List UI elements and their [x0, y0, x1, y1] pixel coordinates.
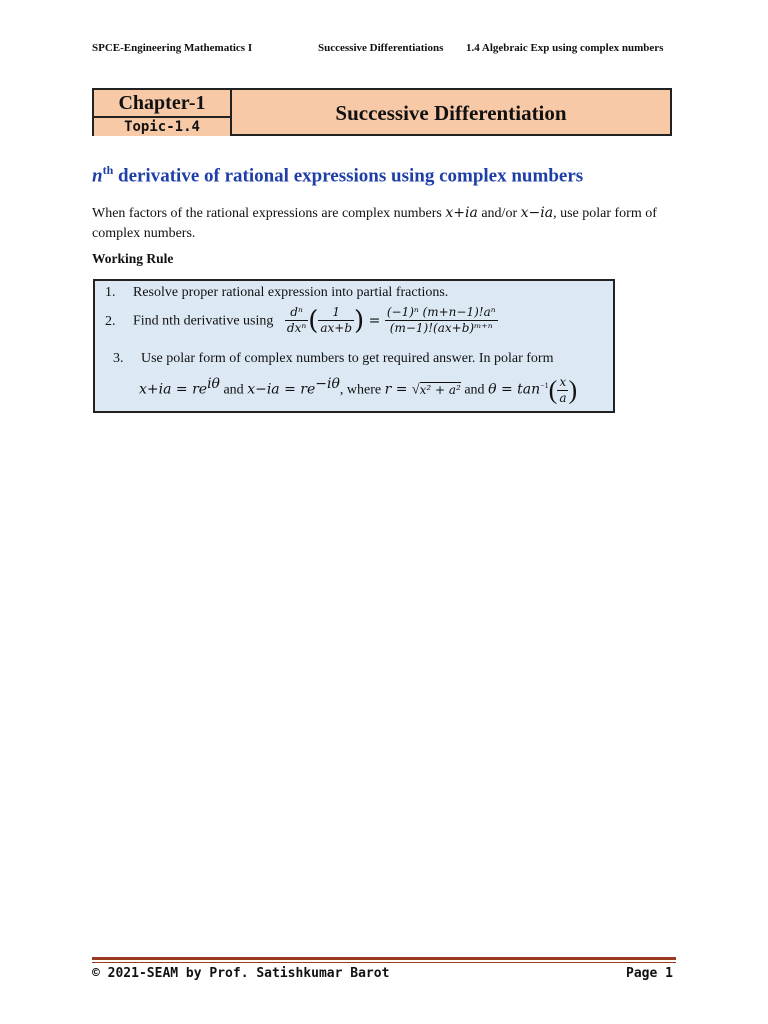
- intro-expr-minus: x−ia: [520, 205, 554, 221]
- polar-form-line: $x+ia = re^{i\theta}$ and $x-ia = re^{-i\theta}$, where r = √x² + a² and $\theta = \tan^{-1}$( $\frac{x}{a}$ ): [139, 375, 578, 405]
- page-number: Page 1: [626, 966, 673, 981]
- intro-text-2: and/or: [477, 206, 521, 221]
- derivative-operator: $\frac{\text{dⁿ}}{\text{dxⁿ}}$: [286, 305, 307, 335]
- polar-minus: x−ia = re: [247, 381, 316, 398]
- footer-copyright: © 2021-SEAM by Prof. Satishkumar Barot: [92, 966, 390, 981]
- step-3-number: 3.: [113, 351, 124, 366]
- nth-derivative-formula: $\frac{\text{dⁿ}}{\text{dxⁿ}}$ ( $\frac{1}{ax+b}$ ) = $\frac{\text{(−1)ⁿ (m+n−1)!aⁿ}}{\text{(m−1)!(ax+b)ᵐ⁺ⁿ}}$: [286, 305, 496, 336]
- section-title-text: derivative of rational expressions using complex numbers: [113, 165, 584, 187]
- argument-expr: θ = tan: [488, 381, 541, 398]
- step-1-text: Resolve proper rational expression into partial fractions.: [133, 285, 449, 300]
- running-header-chapter: Successive Differentiations: [318, 42, 444, 54]
- intro-text-1: When factors of the rational expressions are complex numbers: [92, 206, 446, 221]
- running-header-course: SPCE-Engineering Mathematics I: [92, 42, 253, 54]
- step-2-text: Find nth derivative using: [133, 313, 274, 329]
- equals-sign: =: [368, 312, 381, 329]
- chapter-number: Chapter-1: [94, 90, 230, 118]
- topic-number: Topic-1.4: [94, 118, 230, 136]
- intro-text-3: , use polar form of complex numbers.: [92, 206, 657, 241]
- step-3: [113, 351, 554, 367]
- chapter-banner: [92, 88, 672, 136]
- polar-plus: x+ia = re: [139, 381, 208, 398]
- working-rule-box: [93, 279, 615, 413]
- result-fraction: $\frac{\text{(−1)ⁿ (m+n−1)!aⁿ}}{\text{(m−1)!(ax+b)ᵐ⁺ⁿ}}$: [386, 305, 496, 335]
- inner-fraction: $\frac{1}{ax+b}$: [320, 305, 353, 335]
- working-rule-label: Working Rule: [92, 251, 174, 266]
- footer-rule-thin: [92, 962, 676, 963]
- footer-rule: [92, 957, 676, 960]
- intro-paragraph: [92, 203, 672, 244]
- sqrt-icon: √: [411, 382, 420, 398]
- section-title-th: th: [102, 163, 114, 177]
- step-2-number: 2.: [105, 313, 116, 329]
- modulus-expr: r =: [384, 381, 412, 398]
- step-1-number: 1.: [105, 285, 116, 300]
- chapter-title: Successive Differentiation: [335, 101, 567, 125]
- step-3-text: Use polar form of complex numbers to get required answer. In polar form: [141, 351, 554, 366]
- chapter-label-cell: [94, 90, 232, 134]
- step-2: [105, 305, 498, 336]
- step-1: [105, 285, 448, 301]
- argument-fraction: $\frac{x}{a}$: [559, 375, 567, 405]
- section-title-n: n: [92, 165, 103, 187]
- running-header-topic: 1.4 Algebraic Exp using complex numbers: [466, 42, 664, 54]
- intro-expr-plus: x+ia: [445, 205, 478, 221]
- section-title: [92, 163, 583, 187]
